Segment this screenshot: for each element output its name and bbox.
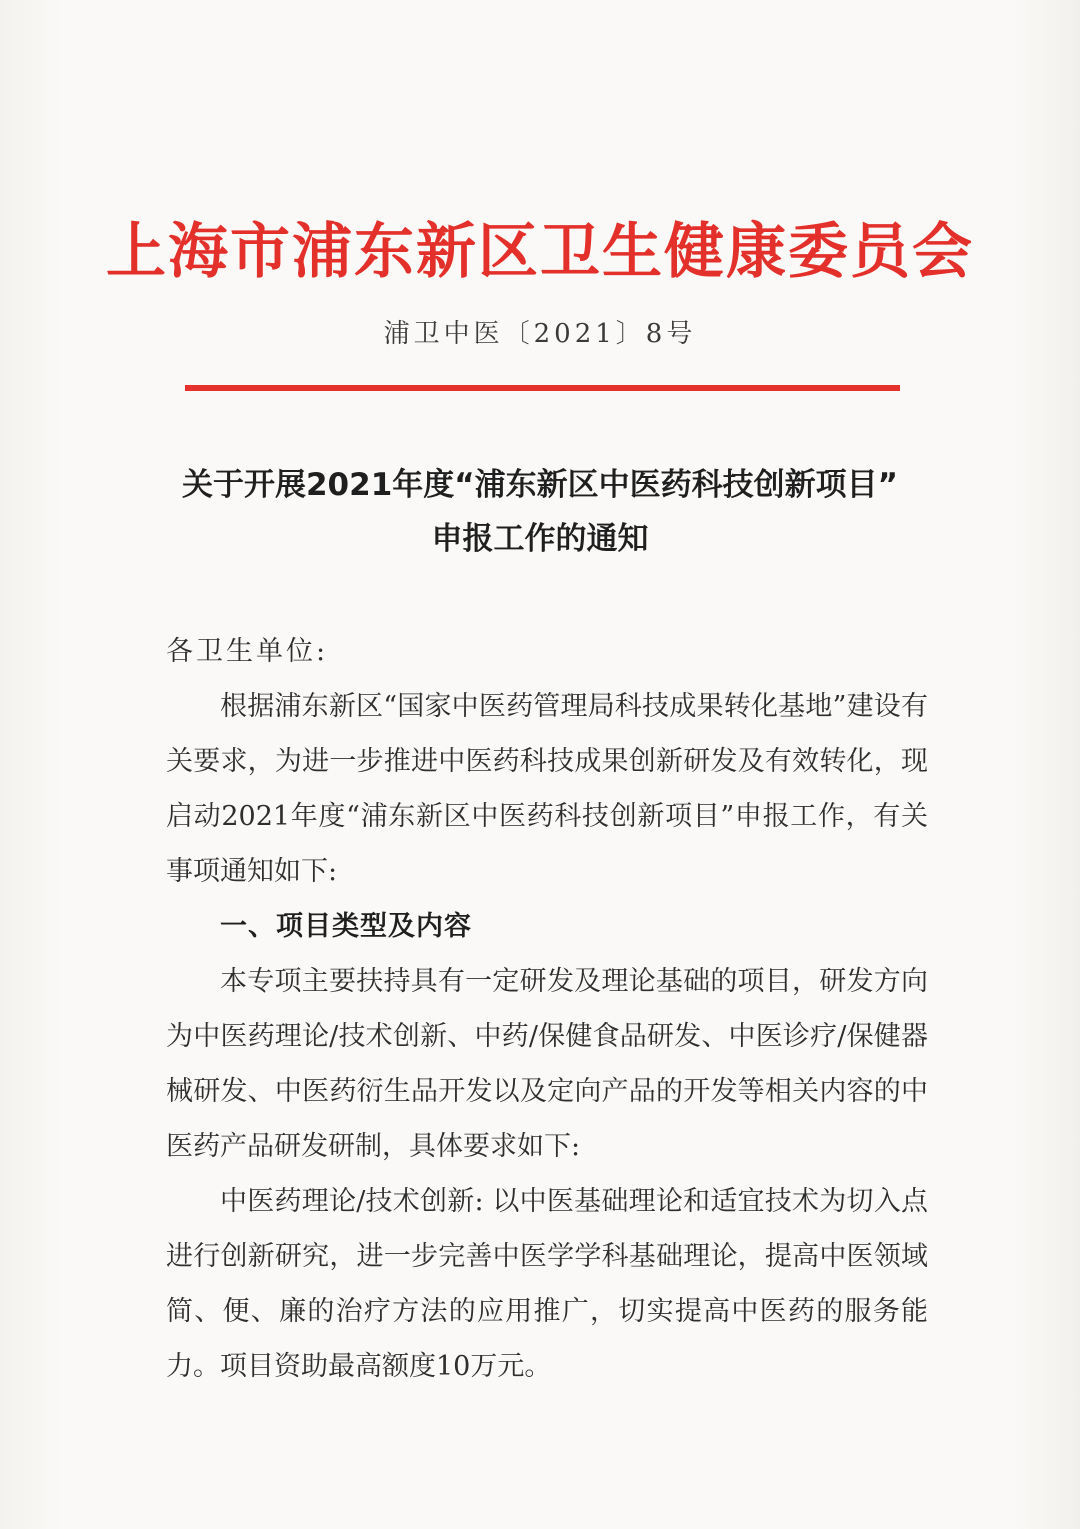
document-number: 浦卫中医〔2021〕8号	[383, 319, 697, 349]
notice-body	[166, 624, 928, 1394]
section-1-paragraph-1: 本专项主要扶持具有一定研发及理论基础的项目，研发方向为中医药理论/技术创新、中药/保健食品研发、中医诊疗/保健器械研发、中医药衍生品开发以及定向产品的开发等相关内容的中医药产品研发研制，具体要求如下:	[166, 966, 928, 1162]
salutation: 各卫生单位:	[166, 636, 329, 667]
notice-title-line-1: 关于开展2021年度“浦东新区中医药科技创新项目”	[181, 467, 899, 503]
section-1-heading: 一、项目类型及内容	[220, 911, 472, 942]
issuing-organization: 上海市浦东新区卫生健康委员会	[106, 217, 974, 287]
notice-title-line-2: 申报工作的通知	[431, 521, 649, 557]
notice-title	[130, 458, 950, 566]
section-1-paragraph-2: 中医药理论/技术创新: 以中医基础理论和适宜技术为切入点进行创新研究，进一步完善中医学学科基础理论，提高中医领域简、便、廉的治疗方法的应用推广，切实提高中医药的服务能力。项目资助最高额度10万元。	[166, 1186, 928, 1382]
intro-paragraph: 根据浦东新区“国家中医药管理局科技成果转化基地”建设有关要求，为进一步推进中医药科技成果创新研发及有效转化，现启动2021年度“浦东新区中医药科技创新项目”申报工作，有关事项通知如下:	[166, 691, 928, 887]
red-divider-line	[185, 385, 900, 391]
